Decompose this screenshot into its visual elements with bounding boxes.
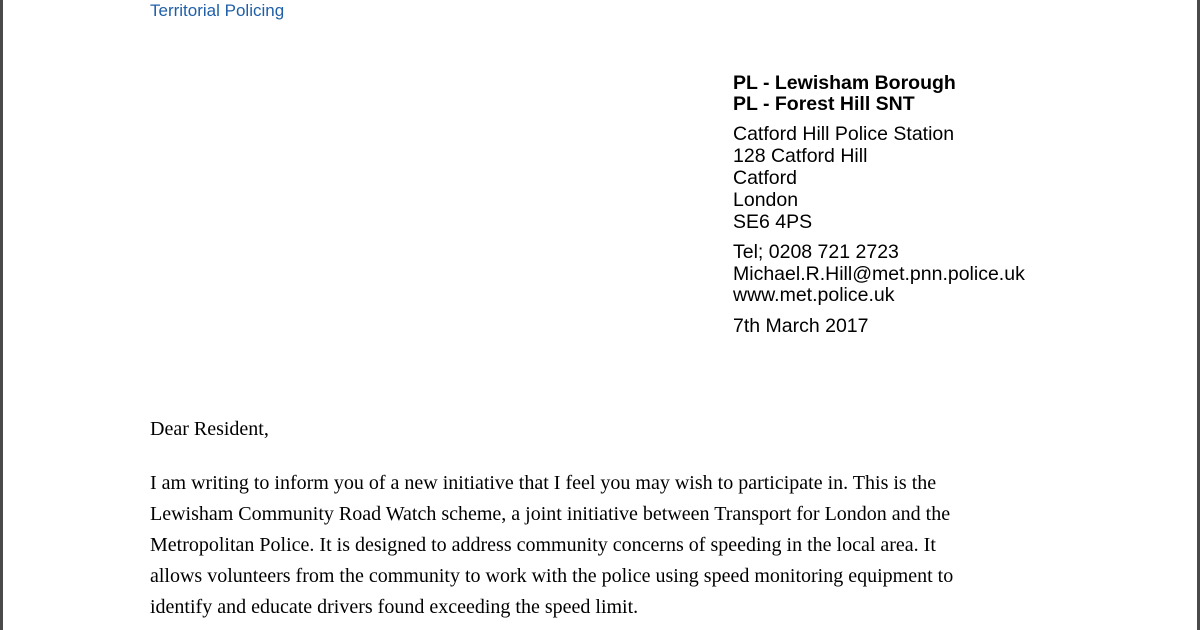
email-address: Michael.R.Hill@met.pnn.police.uk: [733, 262, 1025, 285]
paragraph-line: I am writing to inform you of a new initiative that I feel you may wish to participate in. This is the: [150, 472, 937, 494]
salutation: Dear Resident,: [150, 418, 269, 440]
address-line-street: 128 Catford Hill: [733, 145, 868, 167]
postal-address: [733, 123, 1025, 233]
paragraph-line: Metropolitan Police. It is designed to address community concerns of speeding in the local area. It: [150, 534, 936, 556]
unit-line-borough: PL - Lewisham Borough: [733, 72, 956, 94]
sender-address-block: [733, 73, 1025, 337]
paragraph-line: allows volunteers from the community to work with the police using speed monitoring equipment to: [150, 565, 954, 587]
address-line-station: Catford Hill Police Station: [733, 123, 955, 145]
department-name: Territorial Policing: [150, 1, 285, 20]
address-line-city: London: [733, 189, 799, 211]
unit-line-snt: PL - Forest Hill SNT: [733, 93, 915, 115]
letter-body: [150, 414, 1050, 623]
letter-date: 7th March 2017: [733, 314, 869, 337]
contact-details: [733, 242, 1025, 307]
address-line-postcode: SE6 4PS: [733, 211, 813, 233]
website: www.met.police.uk: [733, 284, 895, 306]
address-line-area: Catford: [733, 167, 797, 189]
body-paragraph: [150, 468, 1050, 623]
paragraph-line: identify and educate drivers found exceeding the speed limit.: [150, 596, 639, 618]
telephone: Tel; 0208 721 2723: [733, 241, 899, 263]
paragraph-line: Lewisham Community Road Watch scheme, a joint initiative between Transport for London and the: [150, 503, 951, 525]
